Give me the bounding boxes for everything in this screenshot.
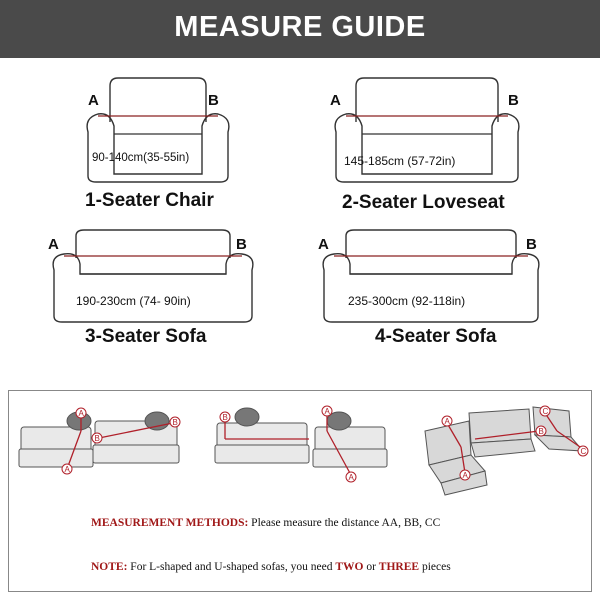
size-range: 145-185cm (57-72in) [344,154,456,168]
chair-outline [80,72,240,182]
pt-c-bottom: C [580,447,587,456]
note-three: THREE [378,561,420,573]
sofa-diagram-1-seater [80,72,240,182]
pt-b-left: B [94,434,100,443]
pt-b-right: B [172,418,178,427]
methods-body: Please measure the distance AA, BB, CC [248,517,441,529]
header-banner [0,0,600,58]
pt-a-bottom: A [64,465,70,474]
measurement-panel [8,390,592,592]
methods-heading: MEASUREMENT METHODS: [91,517,249,529]
sofa-label-3-seater: 3-Seater Sofa [85,326,207,347]
note-body-1: For L-shaped and U-shaped sofas, you need [127,561,336,573]
pt-a-right-top: A [444,417,450,426]
pt-a-right-bottom: A [462,471,468,480]
point-b-label: B [526,236,537,253]
note-two: TWO [335,561,364,573]
note-text [91,561,451,573]
pt-b-mid: B [222,413,228,422]
point-a-label: A [48,236,59,253]
pt-a-mid-bottom: A [348,473,354,482]
point-a-label: A [330,92,341,109]
pt-b-right-seat: B [538,427,544,436]
note-body-2: or [363,561,379,573]
size-range: 235-300cm (92-118in) [348,294,466,308]
sofa-label-2-seater: 2-Seater Loveseat [342,192,505,213]
measurement-methods-text [91,517,440,529]
sectional-middle-group [215,408,387,467]
point-b-label: B [208,92,219,109]
note-heading: NOTE: [91,561,128,573]
size-range: 90-140cm(35-55in) [92,152,190,164]
note-body-3: pieces [419,561,451,573]
point-a-label: A [318,236,329,253]
pt-a-top: A [78,409,84,418]
pt-a-mid-top: A [324,407,330,416]
point-b-label: B [508,92,519,109]
sofa-diagram-4-seater [318,226,544,322]
page-title: MEASURE GUIDE [174,11,426,43]
point-a-label: A [88,92,99,109]
sofa-diagram-2-seater [328,72,528,182]
sofa-diagram-3-seater [48,226,258,322]
pt-c-top: C [542,407,549,416]
point-b-label: B [236,236,247,253]
sofa-label-4-seater: 4-Seater Sofa [375,326,497,347]
sofa-label-1-seater: 1-Seater Chair [85,190,214,211]
size-range: 190-230cm (74- 90in) [76,294,191,308]
